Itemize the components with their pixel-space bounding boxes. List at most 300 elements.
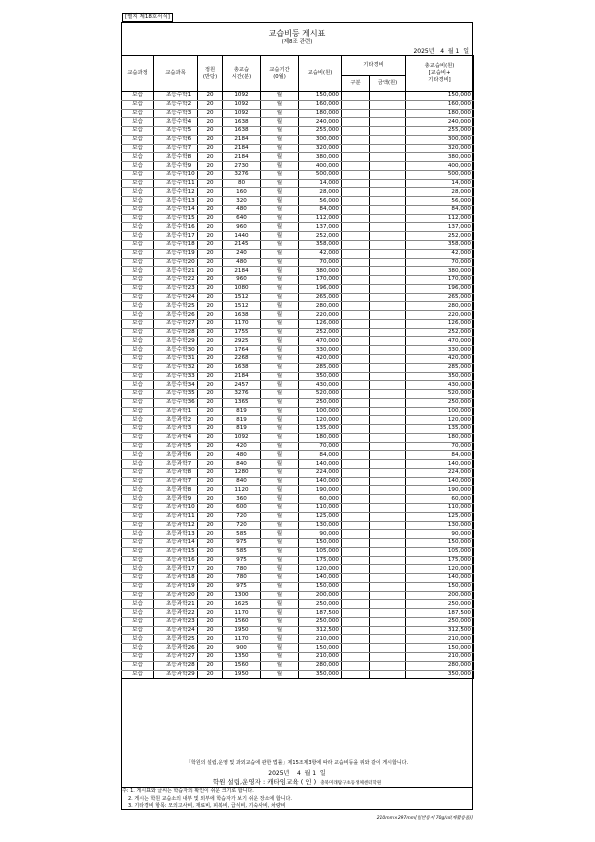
cell-course: 보습 <box>122 302 154 311</box>
cell-capacity: 20 <box>198 337 223 346</box>
cell-course: 보습 <box>122 223 154 232</box>
cell-hours: 1638 <box>223 311 261 320</box>
cell-capacity: 20 <box>198 267 223 276</box>
cell-total: 320,000 <box>406 144 474 153</box>
cell-subject: 초등과학26 <box>154 644 198 653</box>
cell-other-amount <box>370 653 406 662</box>
cell-capacity: 20 <box>198 144 223 153</box>
cell-other-type <box>342 127 370 136</box>
cell-capacity: 20 <box>198 258 223 267</box>
cell-subject: 초등수학11 <box>154 179 198 188</box>
cell-capacity: 20 <box>198 600 223 609</box>
cell-other-type <box>342 495 370 504</box>
cell-course: 보습 <box>122 609 154 618</box>
signature-date: 2025년 4 월 1 일 <box>268 770 326 777</box>
cell-total: 140,000 <box>406 574 474 583</box>
cell-period: 월 <box>261 582 299 591</box>
cell-hours: 240 <box>223 249 261 258</box>
cell-subject: 초등수학24 <box>154 293 198 302</box>
cell-other-amount <box>370 407 406 416</box>
cell-course: 보습 <box>122 460 154 469</box>
cell-other-type <box>342 609 370 618</box>
cell-period: 월 <box>261 574 299 583</box>
cell-other-amount <box>370 626 406 635</box>
cell-total: 180,000 <box>406 433 474 442</box>
cell-course: 보습 <box>122 346 154 355</box>
cell-capacity: 20 <box>198 644 223 653</box>
cell-tuition: 250,000 <box>299 398 342 407</box>
cell-capacity: 20 <box>198 284 223 293</box>
cell-capacity: 20 <box>198 214 223 223</box>
cell-period: 월 <box>261 144 299 153</box>
cell-hours: 840 <box>223 460 261 469</box>
cell-other-type <box>342 574 370 583</box>
cell-total: 420,000 <box>406 354 474 363</box>
cell-total: 150,000 <box>406 644 474 653</box>
cell-tuition: 60,000 <box>299 495 342 504</box>
cell-hours: 1092 <box>223 433 261 442</box>
cell-tuition: 150,000 <box>299 644 342 653</box>
cell-other-amount <box>370 390 406 399</box>
cell-hours: 3276 <box>223 170 261 179</box>
header-capacity: 정원 (반당) <box>198 56 223 92</box>
cell-total: 285,000 <box>406 363 474 372</box>
cell-other-amount <box>370 249 406 258</box>
cell-course: 보습 <box>122 127 154 136</box>
cell-subject: 초등수학34 <box>154 381 198 390</box>
table-row <box>122 363 474 372</box>
cell-hours: 780 <box>223 574 261 583</box>
cell-other-amount <box>370 486 406 495</box>
cell-other-type <box>342 390 370 399</box>
cell-period: 월 <box>261 170 299 179</box>
cell-total: 520,000 <box>406 390 474 399</box>
cell-course: 보습 <box>122 442 154 451</box>
cell-other-amount <box>370 241 406 250</box>
cell-total: 220,000 <box>406 311 474 320</box>
cell-hours: 2184 <box>223 372 261 381</box>
cell-other-amount <box>370 276 406 285</box>
table-row <box>122 600 474 609</box>
cell-course: 보습 <box>122 372 154 381</box>
cell-hours: 480 <box>223 451 261 460</box>
cell-course: 보습 <box>122 539 154 548</box>
cell-period: 월 <box>261 600 299 609</box>
header-subject: 교습과목 <box>154 56 198 92</box>
cell-total: 358,000 <box>406 241 474 250</box>
table-row <box>122 118 474 127</box>
cell-other-amount <box>370 135 406 144</box>
cell-period: 월 <box>261 249 299 258</box>
cell-hours: 975 <box>223 582 261 591</box>
table-row <box>122 135 474 144</box>
cell-subject: 초등과학22 <box>154 609 198 618</box>
cell-capacity: 20 <box>198 433 223 442</box>
cell-period: 월 <box>261 407 299 416</box>
cell-course: 보습 <box>122 232 154 241</box>
cell-hours: 960 <box>223 223 261 232</box>
table-row <box>122 223 474 232</box>
cell-course: 보습 <box>122 249 154 258</box>
table-row <box>122 293 474 302</box>
cell-other-amount <box>370 109 406 118</box>
header-period: 교습기간 (0월) <box>261 56 299 92</box>
cell-hours: 1638 <box>223 127 261 136</box>
cell-course: 보습 <box>122 407 154 416</box>
cell-tuition: 125,000 <box>299 512 342 521</box>
cell-other-type <box>342 363 370 372</box>
cell-tuition: 180,000 <box>299 109 342 118</box>
table-row <box>122 398 474 407</box>
cell-other-type <box>342 626 370 635</box>
document-subtitle: (제8조 관련) <box>281 39 313 45</box>
cell-subject: 초등수학22 <box>154 276 198 285</box>
cell-tuition: 520,000 <box>299 390 342 399</box>
cell-other-amount <box>370 591 406 600</box>
cell-other-amount <box>370 425 406 434</box>
cell-total: 84,000 <box>406 205 474 214</box>
table-row <box>122 319 474 328</box>
cell-tuition: 358,000 <box>299 241 342 250</box>
cell-course: 보습 <box>122 354 154 363</box>
cell-other-amount <box>370 617 406 626</box>
cell-period: 월 <box>261 267 299 276</box>
cell-capacity: 20 <box>198 486 223 495</box>
cell-tuition: 285,000 <box>299 363 342 372</box>
cell-total: 150,000 <box>406 582 474 591</box>
table-row <box>122 582 474 591</box>
cell-period: 월 <box>261 653 299 662</box>
cell-course: 보습 <box>122 398 154 407</box>
cell-hours: 1170 <box>223 609 261 618</box>
table-row <box>122 661 474 670</box>
cell-hours: 1092 <box>223 92 261 101</box>
cell-course: 보습 <box>122 276 154 285</box>
cell-subject: 초등과학11 <box>154 512 198 521</box>
cell-course: 보습 <box>122 512 154 521</box>
table-row <box>122 591 474 600</box>
cell-other-type <box>342 100 370 109</box>
cell-other-type <box>342 503 370 512</box>
cell-tuition: 14,000 <box>299 179 342 188</box>
cell-period: 월 <box>261 591 299 600</box>
cell-period: 월 <box>261 451 299 460</box>
cell-capacity: 20 <box>198 153 223 162</box>
cell-period: 월 <box>261 398 299 407</box>
cell-tuition: 265,000 <box>299 293 342 302</box>
cell-hours: 2925 <box>223 337 261 346</box>
cell-total: 84,000 <box>406 451 474 460</box>
cell-course: 보습 <box>122 591 154 600</box>
cell-capacity: 20 <box>198 530 223 539</box>
cell-hours: 819 <box>223 407 261 416</box>
cell-capacity: 20 <box>198 477 223 486</box>
cell-other-type <box>342 258 370 267</box>
cell-period: 월 <box>261 302 299 311</box>
cell-other-type <box>342 512 370 521</box>
table-row <box>122 100 474 109</box>
cell-total: 56,000 <box>406 197 474 206</box>
cell-capacity: 20 <box>198 127 223 136</box>
cell-other-amount <box>370 127 406 136</box>
header-total: 총교습비(원) [교습비+ 기타경비] <box>406 56 474 92</box>
cell-other-type <box>342 521 370 530</box>
cell-period: 월 <box>261 284 299 293</box>
cell-course: 보습 <box>122 670 154 679</box>
cell-tuition: 28,000 <box>299 188 342 197</box>
cell-course: 보습 <box>122 582 154 591</box>
cell-tuition: 250,000 <box>299 617 342 626</box>
cell-capacity: 20 <box>198 197 223 206</box>
cell-subject: 초등수학18 <box>154 241 198 250</box>
cell-other-type <box>342 109 370 118</box>
cell-total: 252,000 <box>406 328 474 337</box>
cell-course: 보습 <box>122 503 154 512</box>
cell-other-amount <box>370 661 406 670</box>
cell-other-amount <box>370 512 406 521</box>
cell-tuition: 320,000 <box>299 144 342 153</box>
cell-course: 보습 <box>122 600 154 609</box>
cell-subject: 초등과학20 <box>154 591 198 600</box>
cell-capacity: 20 <box>198 460 223 469</box>
cell-hours: 1170 <box>223 319 261 328</box>
cell-hours: 720 <box>223 512 261 521</box>
cell-other-amount <box>370 337 406 346</box>
cell-other-amount <box>370 609 406 618</box>
cell-hours: 640 <box>223 214 261 223</box>
cell-period: 월 <box>261 293 299 302</box>
cell-hours: 80 <box>223 179 261 188</box>
cell-tuition: 330,000 <box>299 346 342 355</box>
cell-capacity: 20 <box>198 416 223 425</box>
table-row <box>122 416 474 425</box>
table-row <box>122 407 474 416</box>
cell-other-type <box>342 486 370 495</box>
posting-date: 2025년 4 월 1 일 <box>413 48 469 55</box>
cell-hours: 819 <box>223 416 261 425</box>
table-row <box>122 530 474 539</box>
cell-course: 보습 <box>122 267 154 276</box>
cell-subject: 초등수학21 <box>154 267 198 276</box>
cell-other-amount <box>370 346 406 355</box>
cell-total: 470,000 <box>406 337 474 346</box>
cell-period: 월 <box>261 197 299 206</box>
cell-other-amount <box>370 556 406 565</box>
header-tuition: 교습비(원) <box>299 56 342 92</box>
cell-course: 보습 <box>122 100 154 109</box>
header-other-amount: 금액(원) <box>370 76 406 92</box>
table-row <box>122 626 474 635</box>
cell-tuition: 140,000 <box>299 477 342 486</box>
cell-period: 월 <box>261 460 299 469</box>
cell-capacity: 20 <box>198 354 223 363</box>
table-row <box>122 425 474 434</box>
cell-capacity: 20 <box>198 372 223 381</box>
cell-total: 175,000 <box>406 556 474 565</box>
cell-hours: 1560 <box>223 661 261 670</box>
cell-other-type <box>342 188 370 197</box>
cell-tuition: 200,000 <box>299 591 342 600</box>
table-row <box>122 311 474 320</box>
cell-capacity: 20 <box>198 100 223 109</box>
table-row <box>122 433 474 442</box>
cell-other-type <box>342 153 370 162</box>
cell-other-type <box>342 653 370 662</box>
table-row <box>122 232 474 241</box>
cell-capacity: 20 <box>198 512 223 521</box>
cell-other-type <box>342 416 370 425</box>
tuition-fee-table <box>121 55 474 679</box>
cell-period: 월 <box>261 100 299 109</box>
table-row <box>122 547 474 556</box>
cell-period: 월 <box>261 521 299 530</box>
cell-tuition: 175,000 <box>299 556 342 565</box>
cell-tuition: 105,000 <box>299 547 342 556</box>
cell-period: 월 <box>261 468 299 477</box>
signature-office: 충북미래탐구초등생체센터학원 <box>320 781 382 786</box>
table-row <box>122 346 474 355</box>
cell-subject: 초등과학8 <box>154 486 198 495</box>
cell-capacity: 20 <box>198 346 223 355</box>
cell-tuition: 120,000 <box>299 416 342 425</box>
signature-name: 캐타임교육 ( 인 ) <box>267 778 317 786</box>
cell-total: 200,000 <box>406 591 474 600</box>
cell-other-type <box>342 433 370 442</box>
cell-tuition: 130,000 <box>299 521 342 530</box>
table-row <box>122 460 474 469</box>
cell-other-type <box>342 670 370 679</box>
cell-total: 250,000 <box>406 398 474 407</box>
cell-other-type <box>342 197 370 206</box>
table-row <box>122 241 474 250</box>
cell-period: 월 <box>261 512 299 521</box>
cell-total: 210,000 <box>406 653 474 662</box>
cell-other-type <box>342 644 370 653</box>
cell-capacity: 20 <box>198 539 223 548</box>
cell-other-type <box>342 267 370 276</box>
cell-total: 70,000 <box>406 258 474 267</box>
cell-subject: 초등과학23 <box>154 617 198 626</box>
cell-other-amount <box>370 565 406 574</box>
cell-tuition: 70,000 <box>299 258 342 267</box>
cell-capacity: 20 <box>198 302 223 311</box>
cell-other-amount <box>370 328 406 337</box>
cell-capacity: 20 <box>198 390 223 399</box>
cell-course: 보습 <box>122 241 154 250</box>
cell-other-amount <box>370 267 406 276</box>
cell-course: 보습 <box>122 626 154 635</box>
cell-subject: 초등과학24 <box>154 626 198 635</box>
cell-other-amount <box>370 92 406 101</box>
cell-other-type <box>342 582 370 591</box>
cell-hours: 160 <box>223 188 261 197</box>
cell-hours: 1950 <box>223 626 261 635</box>
cell-tuition: 42,000 <box>299 249 342 258</box>
table-row <box>122 521 474 530</box>
cell-hours: 585 <box>223 530 261 539</box>
cell-other-type <box>342 600 370 609</box>
cell-period: 월 <box>261 188 299 197</box>
cell-total: 105,000 <box>406 547 474 556</box>
cell-other-type <box>342 293 370 302</box>
table-row <box>122 486 474 495</box>
cell-other-type <box>342 162 370 171</box>
cell-tuition: 126,000 <box>299 319 342 328</box>
cell-other-type <box>342 591 370 600</box>
cell-total: 430,000 <box>406 381 474 390</box>
cell-period: 월 <box>261 495 299 504</box>
cell-capacity: 20 <box>198 451 223 460</box>
cell-other-type <box>342 442 370 451</box>
table-row <box>122 249 474 258</box>
cell-course: 보습 <box>122 118 154 127</box>
cell-tuition: 112,000 <box>299 214 342 223</box>
cell-capacity: 20 <box>198 635 223 644</box>
cell-course: 보습 <box>122 188 154 197</box>
cell-other-amount <box>370 495 406 504</box>
cell-course: 보습 <box>122 425 154 434</box>
signature-label: 학원 설립,운영자 : <box>212 778 268 786</box>
cell-course: 보습 <box>122 477 154 486</box>
table-row <box>122 556 474 565</box>
cell-other-amount <box>370 521 406 530</box>
cell-other-amount <box>370 179 406 188</box>
table-row <box>122 153 474 162</box>
cell-subject: 초등과학13 <box>154 530 198 539</box>
cell-other-type <box>342 565 370 574</box>
cell-total: 190,000 <box>406 486 474 495</box>
table-row <box>122 512 474 521</box>
cell-subject: 초등과학16 <box>154 556 198 565</box>
cell-total: 110,000 <box>406 503 474 512</box>
cell-period: 월 <box>261 617 299 626</box>
cell-total: 120,000 <box>406 416 474 425</box>
table-row <box>122 381 474 390</box>
cell-tuition: 84,000 <box>299 451 342 460</box>
cell-subject: 초등과학2 <box>154 416 198 425</box>
cell-course: 보습 <box>122 486 154 495</box>
cell-other-type <box>342 635 370 644</box>
table-row <box>122 609 474 618</box>
table-row <box>122 617 474 626</box>
cell-other-type <box>342 661 370 670</box>
footnotes <box>122 788 292 811</box>
cell-other-amount <box>370 232 406 241</box>
cell-subject: 초등수학16 <box>154 223 198 232</box>
cell-subject: 초등수학32 <box>154 363 198 372</box>
cell-other-type <box>342 241 370 250</box>
cell-tuition: 280,000 <box>299 661 342 670</box>
table-row <box>122 92 474 101</box>
table-row <box>122 468 474 477</box>
cell-period: 월 <box>261 205 299 214</box>
cell-other-type <box>342 205 370 214</box>
cell-total: 130,000 <box>406 521 474 530</box>
cell-subject: 초등수학17 <box>154 232 198 241</box>
cell-period: 월 <box>261 661 299 670</box>
cell-tuition: 220,000 <box>299 311 342 320</box>
table-row <box>122 574 474 583</box>
cell-capacity: 20 <box>198 232 223 241</box>
cell-other-amount <box>370 381 406 390</box>
cell-other-type <box>342 346 370 355</box>
cell-hours: 1755 <box>223 328 261 337</box>
table-row <box>122 635 474 644</box>
cell-subject: 초등과학4 <box>154 433 198 442</box>
cell-other-type <box>342 530 370 539</box>
cell-total: 350,000 <box>406 670 474 679</box>
cell-tuition: 312,500 <box>299 626 342 635</box>
